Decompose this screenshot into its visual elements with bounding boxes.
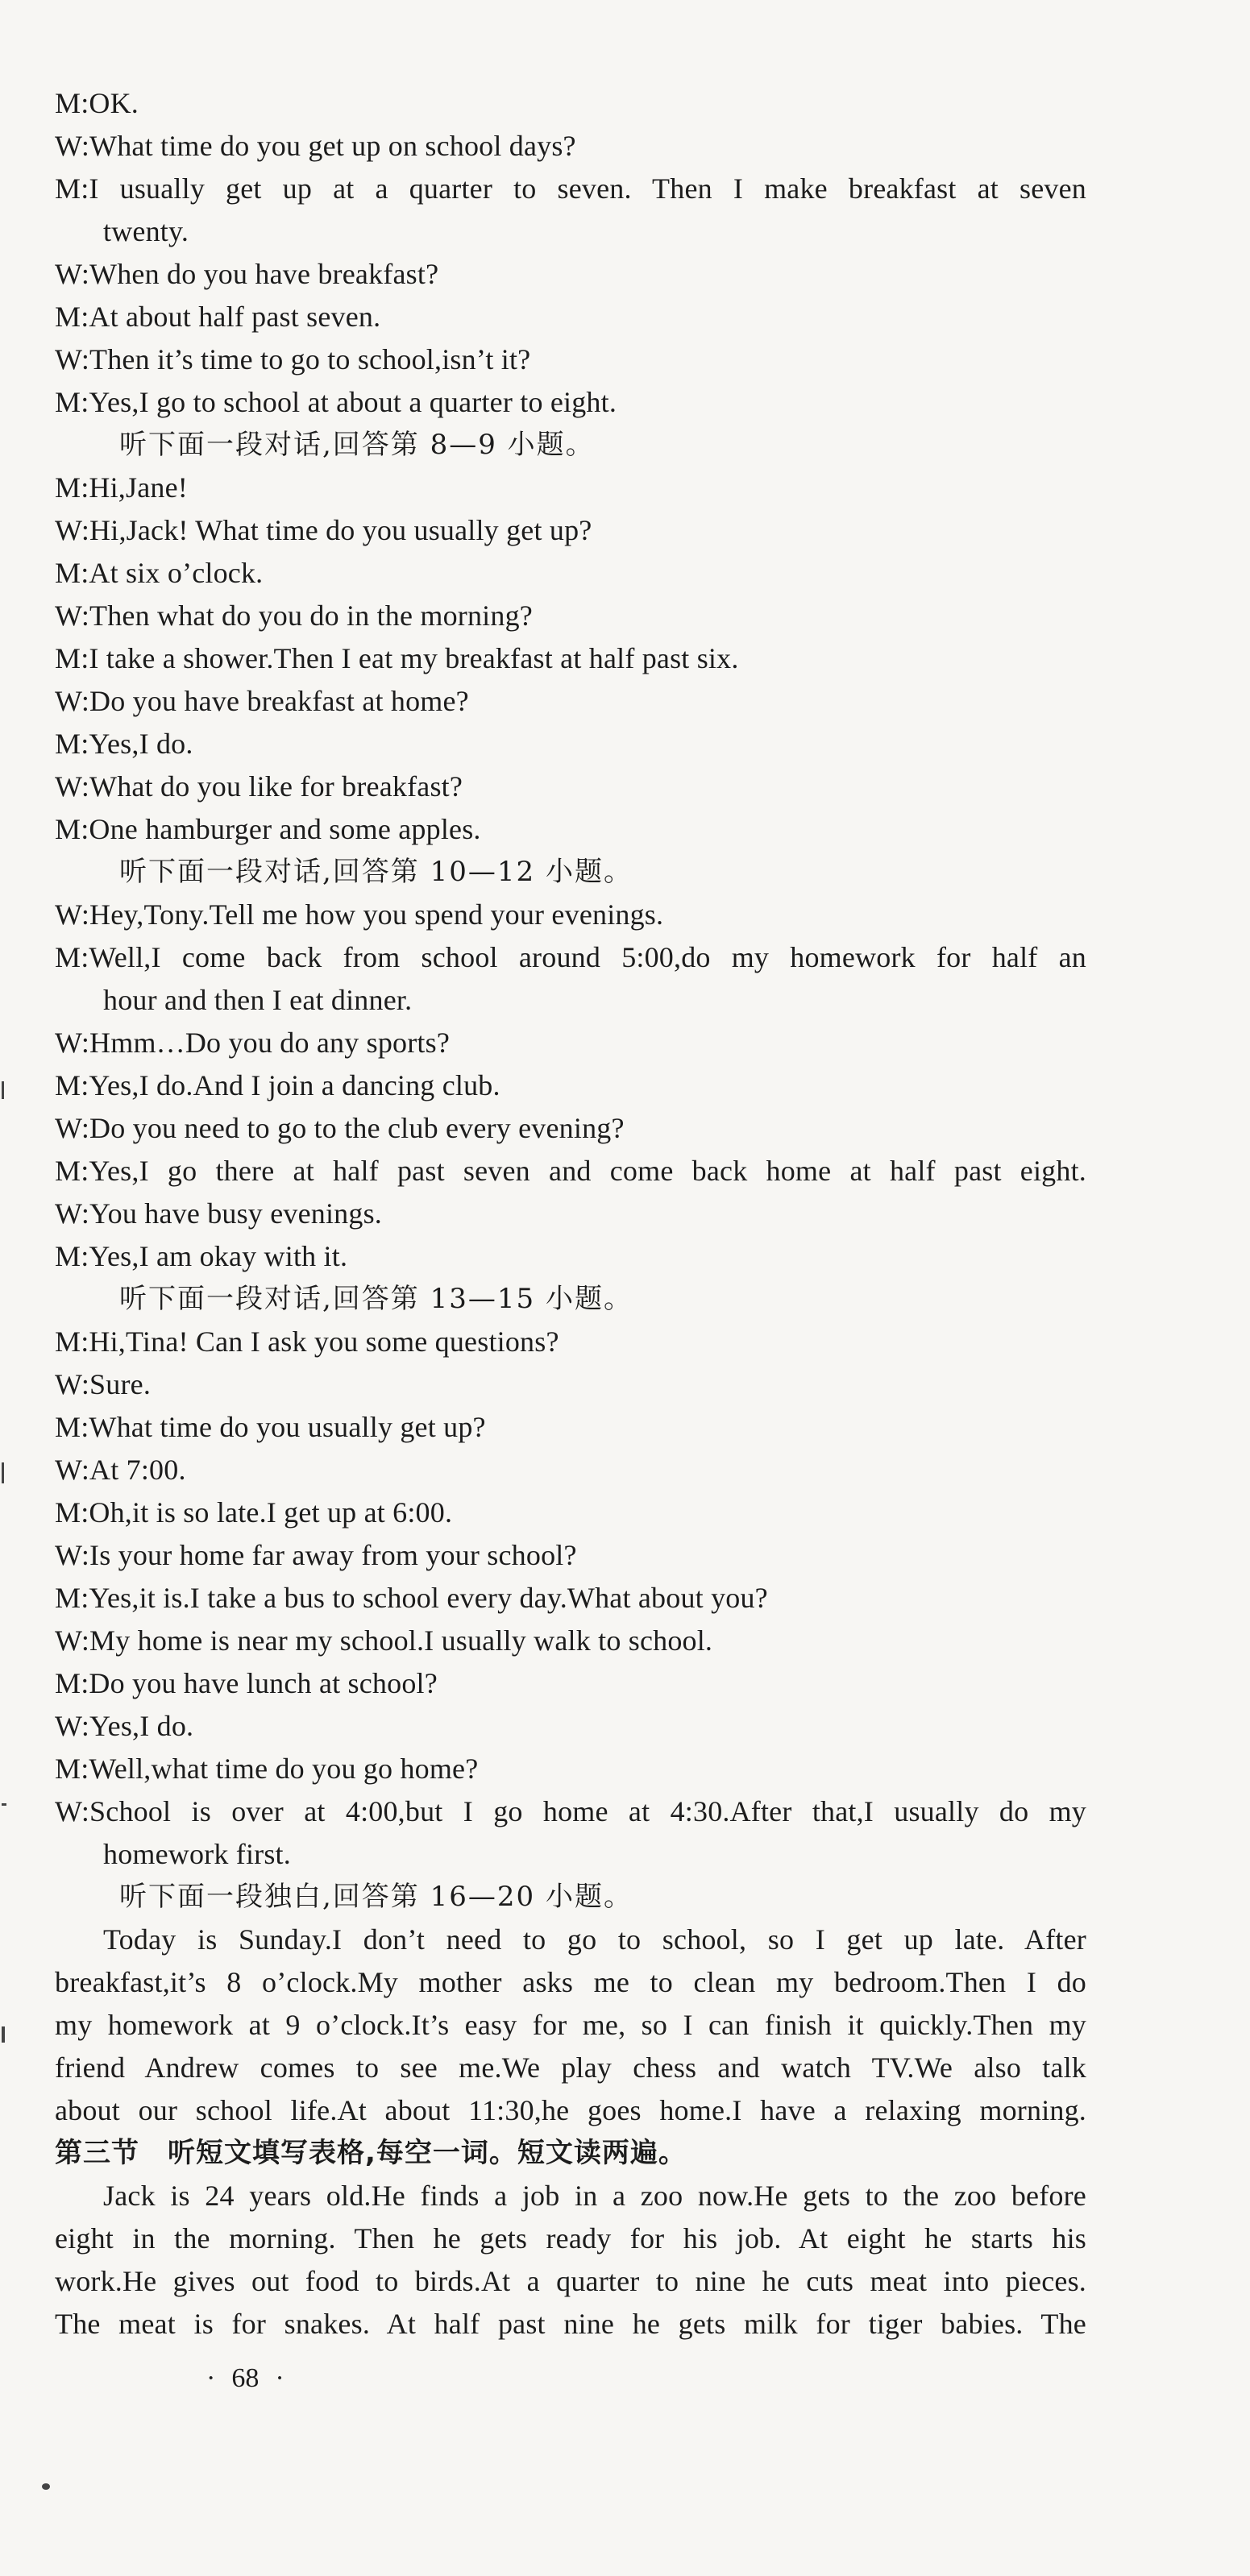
dialogue-line: M:Hi,Jane! <box>55 471 188 504</box>
dialogue-line: W:Yes,I do. <box>55 1710 194 1742</box>
dialogue-line: W:Do you need to go to the club every evening? <box>55 1112 625 1144</box>
dialogue-line: W:My home is near my school.I usually walk to school. <box>55 1624 713 1657</box>
dialogue-line: W:What time do you get up on school days? <box>55 130 576 162</box>
dialogue-line: M:One hamburger and some apples. <box>55 813 481 845</box>
dialogue-line: M:Oh,it is so late.I get up at 6:00. <box>55 1496 453 1529</box>
footer-dot-right: · <box>275 2363 284 2393</box>
scan-mark <box>42 2483 50 2490</box>
dialogue-line-continuation: twenty. <box>103 215 189 247</box>
monologue-line: my homework at 9 o’clock.It’s easy for me, so I can finish it quickly.Then my <box>55 2009 1086 2041</box>
dialogue-line: M:Yes,I do.And I join a dancing club. <box>55 1069 500 1101</box>
dialogue-line: W:Then it’s time to go to school,isn’t it? <box>55 343 531 375</box>
passage-line: eight in the morning. Then he gets ready for his job. At eight he starts his <box>55 2222 1086 2255</box>
dialogue-line: M:Yes,I go there at half past seven and come back home at half past eight. <box>55 1155 1086 1187</box>
dialogue-line: M:Yes,I go to school at about a quarter to eight. <box>55 386 617 418</box>
section-instruction: 听下面一段对话,回答第 13—15 小题。 <box>119 1283 633 1315</box>
passage-line: work.He gives out food to birds.At a quarter to nine he cuts meat into pieces. <box>55 2265 1086 2297</box>
dialogue-line: W:Then what do you do in the morning? <box>55 599 533 632</box>
dialogue-line: W:School is over at 4:00,but I go home at 4:30.After that,I usually do my <box>55 1795 1086 1827</box>
dialogue-line: W:Sure. <box>55 1368 152 1400</box>
scan-mark <box>2 2026 5 2043</box>
dialogue-line: M:Well,I come back from school around 5:00,do my homework for half an <box>55 941 1086 973</box>
monologue-line: about our school life.At about 11:30,he goes home.I have a relaxing morning. <box>55 2094 1086 2126</box>
dialogue-line: M:Yes,I do. <box>55 728 193 760</box>
monologue-line: breakfast,it’s 8 o’clock.My mother asks me to clean my bedroom.Then I do <box>55 1966 1086 1998</box>
dialogue-line: W:Is your home far away from your school? <box>55 1539 577 1571</box>
dialogue-line: M:I usually get up at a quarter to seven. Then I make breakfast at seven <box>55 172 1086 205</box>
footer-dot-left: · <box>206 2363 216 2393</box>
passage-line: The meat is for snakes. At half past nine he gets milk for tiger babies. The <box>55 2308 1086 2340</box>
scan-mark <box>2 1462 4 1483</box>
dialogue-line-continuation: hour and then I eat dinner. <box>103 984 413 1016</box>
section-instruction: 听下面一段独白,回答第 16—20 小题。 <box>119 1881 633 1913</box>
dialogue-line: W:You have busy evenings. <box>55 1197 382 1230</box>
dialogue-line: M:I take a shower.Then I eat my breakfast at half past six. <box>55 642 739 674</box>
page-number: 68 <box>231 2363 260 2393</box>
dialogue-line: M:Well,what time do you go home? <box>55 1753 479 1785</box>
dialogue-line-continuation: homework first. <box>103 1838 291 1870</box>
dialogue-line: W:Hey,Tony.Tell me how you spend your evenings. <box>55 898 664 931</box>
dialogue-line: M:At six o’clock. <box>55 557 264 589</box>
dialogue-line: M:OK. <box>55 87 139 119</box>
section-instruction: 听下面一段对话,回答第 10—12 小题。 <box>119 856 633 888</box>
dialogue-line: M:Do you have lunch at school? <box>55 1667 438 1699</box>
scan-mark <box>2 1803 6 1806</box>
scan-mark <box>2 1081 4 1099</box>
dialogue-line: W:What do you like for breakfast? <box>55 770 463 803</box>
dialogue-line: W:Hi,Jack! What time do you usually get up? <box>55 514 592 546</box>
dialogue-line: W:At 7:00. <box>55 1454 186 1486</box>
monologue-line: friend Andrew comes to see me.We play chess and watch TV.We also talk <box>55 2051 1086 2084</box>
dialogue-line: W:Hmm…Do you do any sports? <box>55 1027 451 1059</box>
page-footer <box>190 2359 301 2398</box>
passage-line: Jack is 24 years old.He finds a job in a zoo now.He gets to the zoo before <box>103 2180 1086 2212</box>
dialogue-line: M:Hi,Tina! Can I ask you some questions? <box>55 1325 559 1358</box>
section-heading: 第三节 听短文填写表格,每空一词。短文读两遍。 <box>55 2137 687 2169</box>
dialogue-line: M:Yes,I am okay with it. <box>55 1240 348 1272</box>
dialogue-line: W:When do you have breakfast? <box>55 258 439 290</box>
section-instruction: 听下面一段对话,回答第 8—9 小题。 <box>119 429 595 461</box>
monologue-line: Today is Sunday.I don’t need to go to school, so I get up late. After <box>103 1923 1086 1956</box>
dialogue-line: M:At about half past seven. <box>55 301 381 333</box>
dialogue-line: M:Yes,it is.I take a bus to school every day.What about you? <box>55 1582 768 1614</box>
dialogue-line: W:Do you have breakfast at home? <box>55 685 469 717</box>
dialogue-line: M:What time do you usually get up? <box>55 1411 486 1443</box>
